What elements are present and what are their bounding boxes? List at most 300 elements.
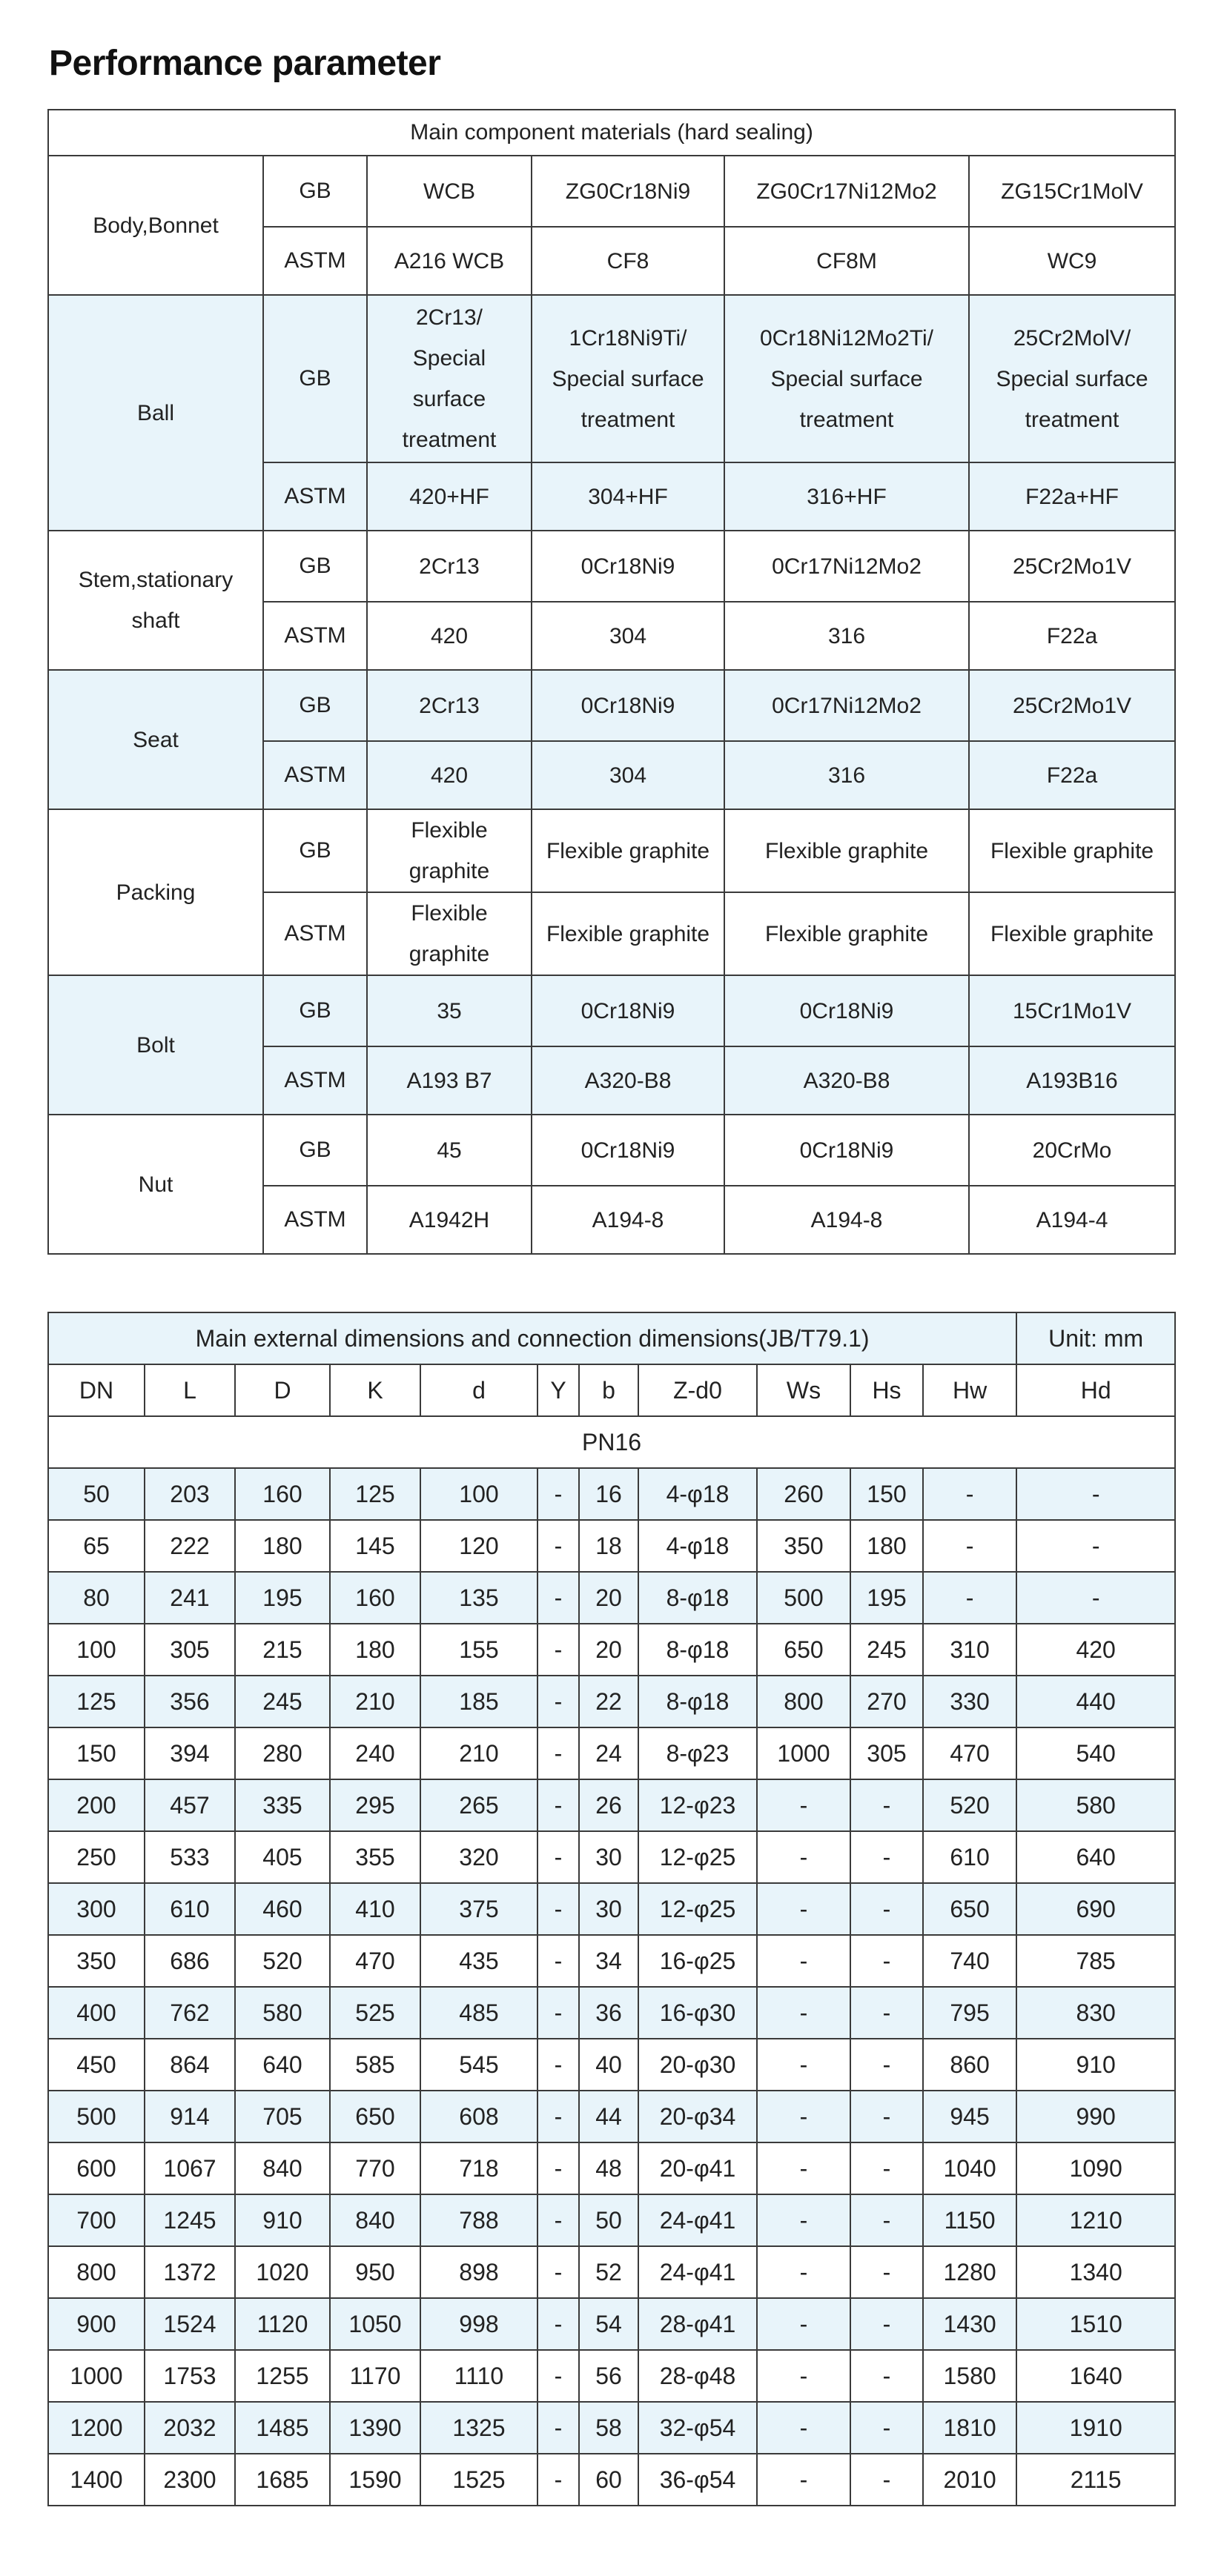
material-cell: 35 (367, 975, 532, 1046)
table-cell: 203 (145, 1468, 235, 1520)
material-part-name: Body,Bonnet (48, 156, 263, 295)
table-cell: - (757, 2142, 850, 2194)
table-cell: - (537, 2194, 579, 2246)
table-cell: 185 (420, 1676, 537, 1727)
table-cell: 1280 (923, 2246, 1016, 2298)
table-cell: 28-φ41 (638, 2298, 757, 2350)
table-cell: 1150 (923, 2194, 1016, 2246)
table-cell: 1910 (1016, 2402, 1175, 2454)
table-cell: 44 (579, 2091, 638, 2142)
material-standard: ASTM (263, 462, 367, 531)
material-cell: CF8 (532, 227, 724, 295)
material-standard: ASTM (263, 892, 367, 975)
table-row (48, 1727, 1175, 1779)
table-cell: - (1016, 1572, 1175, 1624)
table-cell: - (850, 2350, 923, 2402)
table-cell: 330 (923, 1676, 1016, 1727)
table-cell: - (850, 1987, 923, 2039)
table-cell: 435 (420, 1935, 537, 1987)
table-cell: - (757, 2194, 850, 2246)
table-cell: 900 (48, 2298, 145, 2350)
table-cell: 20 (579, 1624, 638, 1676)
table-cell: 150 (48, 1727, 145, 1779)
table-cell: - (757, 1987, 850, 2039)
table-cell: 335 (235, 1779, 330, 1831)
table-cell: 350 (757, 1520, 850, 1572)
table-cell: 718 (420, 2142, 537, 2194)
table-cell: 100 (48, 1624, 145, 1676)
table-cell: 180 (330, 1624, 420, 1676)
material-cell: 0Cr18Ni12Mo2Ti/ Special surface treatment (724, 295, 969, 462)
table-cell: 150 (850, 1468, 923, 1520)
table-cell: 8-φ18 (638, 1676, 757, 1727)
material-row (48, 531, 1175, 602)
column-header: D (235, 1364, 330, 1416)
material-standard: GB (263, 531, 367, 602)
table-cell: 1255 (235, 2350, 330, 2402)
table-cell: 1400 (48, 2454, 145, 2506)
material-cell: A193 B7 (367, 1046, 532, 1115)
table-cell: 26 (579, 1779, 638, 1831)
table-cell: 195 (235, 1572, 330, 1624)
table-cell: - (850, 2246, 923, 2298)
material-cell: Flexible graphite (969, 809, 1175, 892)
table-cell: 280 (235, 1727, 330, 1779)
material-cell: Flexible graphite (532, 809, 724, 892)
column-header: d (420, 1364, 537, 1416)
table-cell: 580 (235, 1987, 330, 2039)
table-cell: 241 (145, 1572, 235, 1624)
material-cell: WCB (367, 156, 532, 227)
table-cell: 910 (235, 2194, 330, 2246)
material-cell: 0Cr17Ni12Mo2 (724, 670, 969, 741)
table-cell: - (537, 1727, 579, 1779)
table-cell: - (757, 2246, 850, 2298)
material-cell: 420 (367, 741, 532, 809)
table-cell: 898 (420, 2246, 537, 2298)
material-cell: 304+HF (532, 462, 724, 531)
table-cell: 135 (420, 1572, 537, 1624)
table-cell: 1685 (235, 2454, 330, 2506)
dimensions-caption: Main external dimensions and connection dimensions(JB/T79.1) (48, 1312, 1016, 1364)
material-cell: A193B16 (969, 1046, 1175, 1115)
material-cell: 25Cr2Mo1V (969, 531, 1175, 602)
table-cell: 608 (420, 2091, 537, 2142)
table-cell: 1245 (145, 2194, 235, 2246)
table-cell: 686 (145, 1935, 235, 1987)
table-cell: 610 (923, 1831, 1016, 1883)
material-cell: 0Cr18Ni9 (532, 531, 724, 602)
material-cell: 20CrMo (969, 1115, 1175, 1186)
table-cell: 22 (579, 1676, 638, 1727)
table-cell: 310 (923, 1624, 1016, 1676)
table-cell: 320 (420, 1831, 537, 1883)
table-cell: 1200 (48, 2402, 145, 2454)
table-row (48, 1935, 1175, 1987)
material-cell: F22a (969, 602, 1175, 670)
material-cell: 316 (724, 602, 969, 670)
table-cell: 100 (420, 1468, 537, 1520)
table-cell: 54 (579, 2298, 638, 2350)
table-cell: 30 (579, 1831, 638, 1883)
material-cell: 0Cr17Ni12Mo2 (724, 531, 969, 602)
column-header: b (579, 1364, 638, 1416)
table-cell: - (850, 2194, 923, 2246)
table-cell: 375 (420, 1883, 537, 1935)
table-cell: 210 (420, 1727, 537, 1779)
table-cell: 533 (145, 1831, 235, 1883)
table-cell: 60 (579, 2454, 638, 2506)
material-cell: 304 (532, 741, 724, 809)
column-header: Z-d0 (638, 1364, 757, 1416)
table-cell: 1590 (330, 2454, 420, 2506)
table-cell: 1390 (330, 2402, 420, 2454)
material-cell: WC9 (969, 227, 1175, 295)
material-cell: Flexible graphite (367, 892, 532, 975)
material-row (48, 975, 1175, 1046)
table-cell: 945 (923, 2091, 1016, 2142)
table-cell: - (757, 1831, 850, 1883)
material-standard: GB (263, 1115, 367, 1186)
table-cell: - (757, 1935, 850, 1987)
table-cell: 450 (48, 2039, 145, 2091)
table-cell: 580 (1016, 1779, 1175, 1831)
table-cell: 640 (1016, 1831, 1175, 1883)
table-cell: 8-φ18 (638, 1572, 757, 1624)
table-cell: 470 (330, 1935, 420, 1987)
table-cell: - (537, 1831, 579, 1883)
table-cell: 864 (145, 2039, 235, 2091)
material-part-name: Bolt (48, 975, 263, 1115)
table-cell: - (537, 1883, 579, 1935)
table-cell: 420 (1016, 1624, 1175, 1676)
table-row (48, 1987, 1175, 2039)
table-cell: 4-φ18 (638, 1520, 757, 1572)
material-cell: A194-8 (724, 1186, 969, 1254)
table-row (48, 1883, 1175, 1935)
table-cell: - (537, 2246, 579, 2298)
table-cell: - (537, 2091, 579, 2142)
table-cell: - (850, 1831, 923, 1883)
material-cell: A216 WCB (367, 227, 532, 295)
table-cell: 1640 (1016, 2350, 1175, 2402)
table-cell: - (537, 1520, 579, 1572)
table-cell: 240 (330, 1727, 420, 1779)
table-cell: - (757, 2091, 850, 2142)
material-cell: 0Cr18Ni9 (532, 1115, 724, 1186)
table-cell: 215 (235, 1624, 330, 1676)
material-row (48, 670, 1175, 741)
column-header: Hd (1016, 1364, 1175, 1416)
table-cell: 650 (923, 1883, 1016, 1935)
table-cell: 1340 (1016, 2246, 1175, 2298)
table-cell: - (850, 2454, 923, 2506)
table-cell: 1510 (1016, 2298, 1175, 2350)
column-header: K (330, 1364, 420, 1416)
table-cell: 125 (48, 1676, 145, 1727)
table-cell: 1524 (145, 2298, 235, 2350)
table-cell: - (850, 1883, 923, 1935)
material-cell: 45 (367, 1115, 532, 1186)
material-cell: 25Cr2MolV/ Special surface treatment (969, 295, 1175, 462)
table-cell: - (537, 1572, 579, 1624)
table-row (48, 1779, 1175, 1831)
table-cell: 585 (330, 2039, 420, 2091)
table-cell: 640 (235, 2039, 330, 2091)
table-cell: 305 (145, 1624, 235, 1676)
table-row (48, 1520, 1175, 1572)
table-cell: 1485 (235, 2402, 330, 2454)
table-row (48, 2142, 1175, 2194)
table-cell: 910 (1016, 2039, 1175, 2091)
material-standard: GB (263, 975, 367, 1046)
table-cell: - (537, 1468, 579, 1520)
table-cell: - (757, 2039, 850, 2091)
table-row (48, 2194, 1175, 2246)
table-cell: 410 (330, 1883, 420, 1935)
table-cell: 270 (850, 1676, 923, 1727)
table-cell: 485 (420, 1987, 537, 2039)
material-cell: Flexible graphite (367, 809, 532, 892)
table-row (48, 2402, 1175, 2454)
material-cell: F22a (969, 741, 1175, 809)
table-cell: 1580 (923, 2350, 1016, 2402)
table-cell: 740 (923, 1935, 1016, 1987)
material-standard: ASTM (263, 1186, 367, 1254)
material-cell: ZG15Cr1MolV (969, 156, 1175, 227)
table-cell: 20 (579, 1572, 638, 1624)
material-cell: 0Cr18Ni9 (724, 1115, 969, 1186)
table-cell: 830 (1016, 1987, 1175, 2039)
material-standard: GB (263, 156, 367, 227)
table-cell: - (757, 2350, 850, 2402)
table-cell: 50 (579, 2194, 638, 2246)
table-cell: 1372 (145, 2246, 235, 2298)
material-cell: 0Cr18Ni9 (532, 670, 724, 741)
table-cell: 12-φ25 (638, 1831, 757, 1883)
table-cell: - (757, 2454, 850, 2506)
table-cell: 1000 (48, 2350, 145, 2402)
material-cell: 304 (532, 602, 724, 670)
table-cell: 222 (145, 1520, 235, 1572)
table-cell: 355 (330, 1831, 420, 1883)
table-row (48, 2454, 1175, 2506)
material-cell: A320-B8 (724, 1046, 969, 1115)
dimensions-caption-row (48, 1312, 1175, 1364)
material-cell: A194-4 (969, 1186, 1175, 1254)
table-cell: 356 (145, 1676, 235, 1727)
table-cell: - (850, 2039, 923, 2091)
table-cell: 525 (330, 1987, 420, 2039)
material-cell: A194-8 (532, 1186, 724, 1254)
material-cell: Flexible graphite (724, 809, 969, 892)
table-cell: 300 (48, 1883, 145, 1935)
column-header: DN (48, 1364, 145, 1416)
table-row (48, 2246, 1175, 2298)
table-cell: 350 (48, 1935, 145, 1987)
table-cell: 58 (579, 2402, 638, 2454)
material-cell: 420+HF (367, 462, 532, 531)
table-cell: 1020 (235, 2246, 330, 2298)
table-cell: 2032 (145, 2402, 235, 2454)
table-cell: 545 (420, 2039, 537, 2091)
material-cell: 0Cr18Ni9 (724, 975, 969, 1046)
table-cell: 1753 (145, 2350, 235, 2402)
table-row (48, 1624, 1175, 1676)
material-part-name: Ball (48, 295, 263, 531)
table-cell: 36-φ54 (638, 2454, 757, 2506)
table-row (48, 1468, 1175, 1520)
table-cell: 2010 (923, 2454, 1016, 2506)
table-cell: - (537, 2402, 579, 2454)
material-row (48, 1115, 1175, 1186)
material-part-name: Seat (48, 670, 263, 809)
table-cell: 1810 (923, 2402, 1016, 2454)
table-cell: 520 (235, 1935, 330, 1987)
table-cell: 394 (145, 1727, 235, 1779)
table-cell: - (1016, 1520, 1175, 1572)
table-cell: 1090 (1016, 2142, 1175, 2194)
table-cell: 2115 (1016, 2454, 1175, 2506)
material-standard: ASTM (263, 602, 367, 670)
table-cell: 500 (48, 2091, 145, 2142)
table-cell: 788 (420, 2194, 537, 2246)
table-cell: 16 (579, 1468, 638, 1520)
table-cell: 840 (235, 2142, 330, 2194)
material-cell: ZG0Cr17Ni12Mo2 (724, 156, 969, 227)
table-cell: 2300 (145, 2454, 235, 2506)
table-cell: 50 (48, 1468, 145, 1520)
material-cell: 316 (724, 741, 969, 809)
table-cell: 1210 (1016, 2194, 1175, 2246)
table-cell: - (757, 1779, 850, 1831)
material-row (48, 156, 1175, 227)
table-cell: 1050 (330, 2298, 420, 2350)
material-row (48, 809, 1175, 892)
table-cell: 840 (330, 2194, 420, 2246)
table-cell: 690 (1016, 1883, 1175, 1935)
table-cell: 470 (923, 1727, 1016, 1779)
material-cell: 15Cr1Mo1V (969, 975, 1175, 1046)
table-cell: 950 (330, 2246, 420, 2298)
table-cell: - (850, 2091, 923, 2142)
table-cell: 305 (850, 1727, 923, 1779)
table-row (48, 2039, 1175, 2091)
material-cell: ZG0Cr18Ni9 (532, 156, 724, 227)
column-header: Hs (850, 1364, 923, 1416)
table-cell: 24-φ41 (638, 2246, 757, 2298)
table-cell: - (537, 2039, 579, 2091)
table-cell: - (923, 1468, 1016, 1520)
table-cell: 195 (850, 1572, 923, 1624)
table-cell: 1000 (757, 1727, 850, 1779)
table-cell: 540 (1016, 1727, 1175, 1779)
material-part-name: Packing (48, 809, 263, 975)
dimensions-header-row (48, 1364, 1175, 1416)
table-row (48, 2091, 1175, 2142)
table-cell: 650 (757, 1624, 850, 1676)
table-cell: 914 (145, 2091, 235, 2142)
table-cell: 800 (757, 1676, 850, 1727)
table-cell: 16-φ25 (638, 1935, 757, 1987)
table-cell: 785 (1016, 1935, 1175, 1987)
table-cell: 155 (420, 1624, 537, 1676)
table-cell: 145 (330, 1520, 420, 1572)
table-cell: 440 (1016, 1676, 1175, 1727)
material-cell: Flexible graphite (724, 892, 969, 975)
table-cell: 520 (923, 1779, 1016, 1831)
materials-table (47, 109, 1176, 1255)
table-cell: - (850, 1935, 923, 1987)
table-cell: 16-φ30 (638, 1987, 757, 2039)
table-cell: - (537, 1779, 579, 1831)
material-cell: A320-B8 (532, 1046, 724, 1115)
table-cell: 400 (48, 1987, 145, 2039)
table-cell: 34 (579, 1935, 638, 1987)
table-cell: 65 (48, 1520, 145, 1572)
table-cell: 500 (757, 1572, 850, 1624)
table-cell: - (537, 1987, 579, 2039)
material-standard: ASTM (263, 1046, 367, 1115)
table-cell: 8-φ18 (638, 1624, 757, 1676)
table-cell: 160 (330, 1572, 420, 1624)
table-cell: - (537, 1676, 579, 1727)
table-cell: 650 (330, 2091, 420, 2142)
column-header: Ws (757, 1364, 850, 1416)
table-cell: 18 (579, 1520, 638, 1572)
material-standard: ASTM (263, 227, 367, 295)
table-cell: 1430 (923, 2298, 1016, 2350)
table-cell: - (537, 1624, 579, 1676)
pressure-label: PN16 (48, 1416, 1175, 1468)
table-cell: 32-φ54 (638, 2402, 757, 2454)
table-cell: 4-φ18 (638, 1468, 757, 1520)
material-cell: 2Cr13 (367, 531, 532, 602)
table-cell: 762 (145, 1987, 235, 2039)
table-cell: 1040 (923, 2142, 1016, 2194)
material-cell: Flexible graphite (532, 892, 724, 975)
unit-label: Unit: mm (1016, 1312, 1175, 1364)
material-cell: CF8M (724, 227, 969, 295)
table-cell: - (757, 1883, 850, 1935)
material-row (48, 295, 1175, 462)
table-cell: - (850, 2142, 923, 2194)
table-cell: 8-φ23 (638, 1727, 757, 1779)
table-cell: 1110 (420, 2350, 537, 2402)
table-cell: 52 (579, 2246, 638, 2298)
table-cell: - (537, 2454, 579, 2506)
table-cell: 24-φ41 (638, 2194, 757, 2246)
table-cell: 48 (579, 2142, 638, 2194)
materials-caption-row (48, 110, 1175, 156)
material-cell: 25Cr2Mo1V (969, 670, 1175, 741)
table-cell: 1525 (420, 2454, 537, 2506)
table-cell: 80 (48, 1572, 145, 1624)
table-cell: 800 (48, 2246, 145, 2298)
table-cell: 180 (850, 1520, 923, 1572)
material-cell: 420 (367, 602, 532, 670)
table-cell: 12-φ25 (638, 1883, 757, 1935)
table-cell: 1170 (330, 2350, 420, 2402)
table-cell: - (850, 2298, 923, 2350)
material-cell: 0Cr18Ni9 (532, 975, 724, 1046)
table-cell: 795 (923, 1987, 1016, 2039)
table-cell: 998 (420, 2298, 537, 2350)
column-header: L (145, 1364, 235, 1416)
table-cell: 245 (235, 1676, 330, 1727)
material-cell: A1942H (367, 1186, 532, 1254)
material-cell: F22a+HF (969, 462, 1175, 531)
